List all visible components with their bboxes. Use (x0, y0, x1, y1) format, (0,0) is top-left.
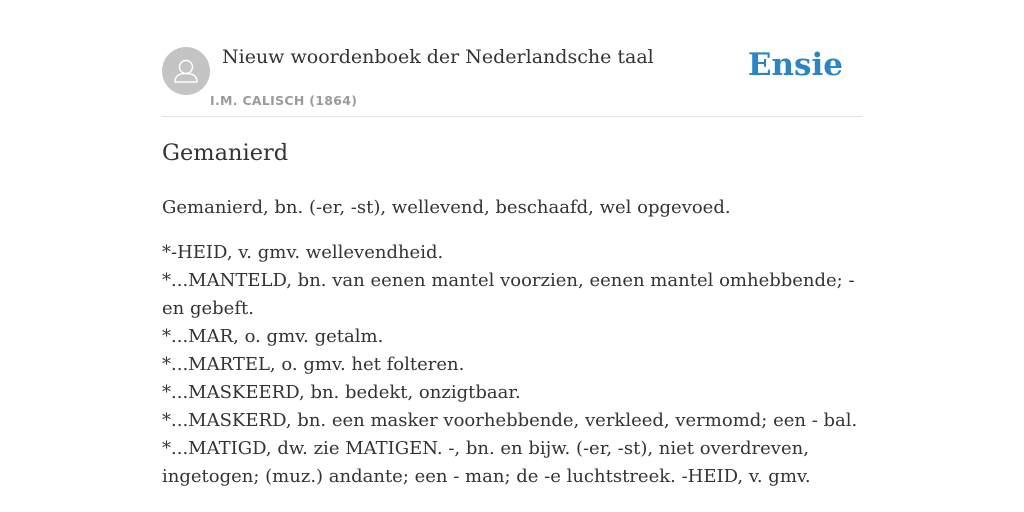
author-avatar[interactable] (162, 47, 210, 95)
brand-logo[interactable]: Ensie (747, 47, 843, 83)
user-icon (162, 47, 210, 95)
subline: *...MATIGD, dw. zie MATIGEN. -, bn. en bijw. (-er, -st), niet overdreven, ingetogen; (muz.) andante; een - man; de -e luchtstreek. -HEID, v. gmv. (162, 438, 811, 487)
subline: *...MASKERD, bn. een masker voorhebbende, verkleed, vermomd; een - bal. (162, 410, 858, 431)
subline: *...MASKEERD, bn. bedekt, onzigtbaar. (162, 382, 521, 403)
entry-definition: Gemanierd, bn. (-er, -st), wellevend, beschaafd, wel opgevoed. (162, 197, 731, 218)
entry-sublines (162, 239, 862, 491)
subline: *...MANTELD, bn. van eenen mantel voorzien, eenen mantel omhebbende; - en gebeft. (162, 270, 855, 319)
subline: *...MAR, o. gmv. getalm. (162, 326, 384, 347)
subline: *-HEID, v. gmv. wellevendheid. (162, 242, 444, 263)
entry-title: Gemanierd (162, 140, 289, 166)
page-container (162, 0, 862, 512)
book-title[interactable]: Nieuw woordenboek der Nederlandsche taal (222, 46, 654, 68)
header (162, 0, 862, 117)
subline: *...MARTEL, o. gmv. het folteren. (162, 354, 465, 375)
author-name[interactable]: I.M. CALISCH (1864) (210, 93, 358, 108)
